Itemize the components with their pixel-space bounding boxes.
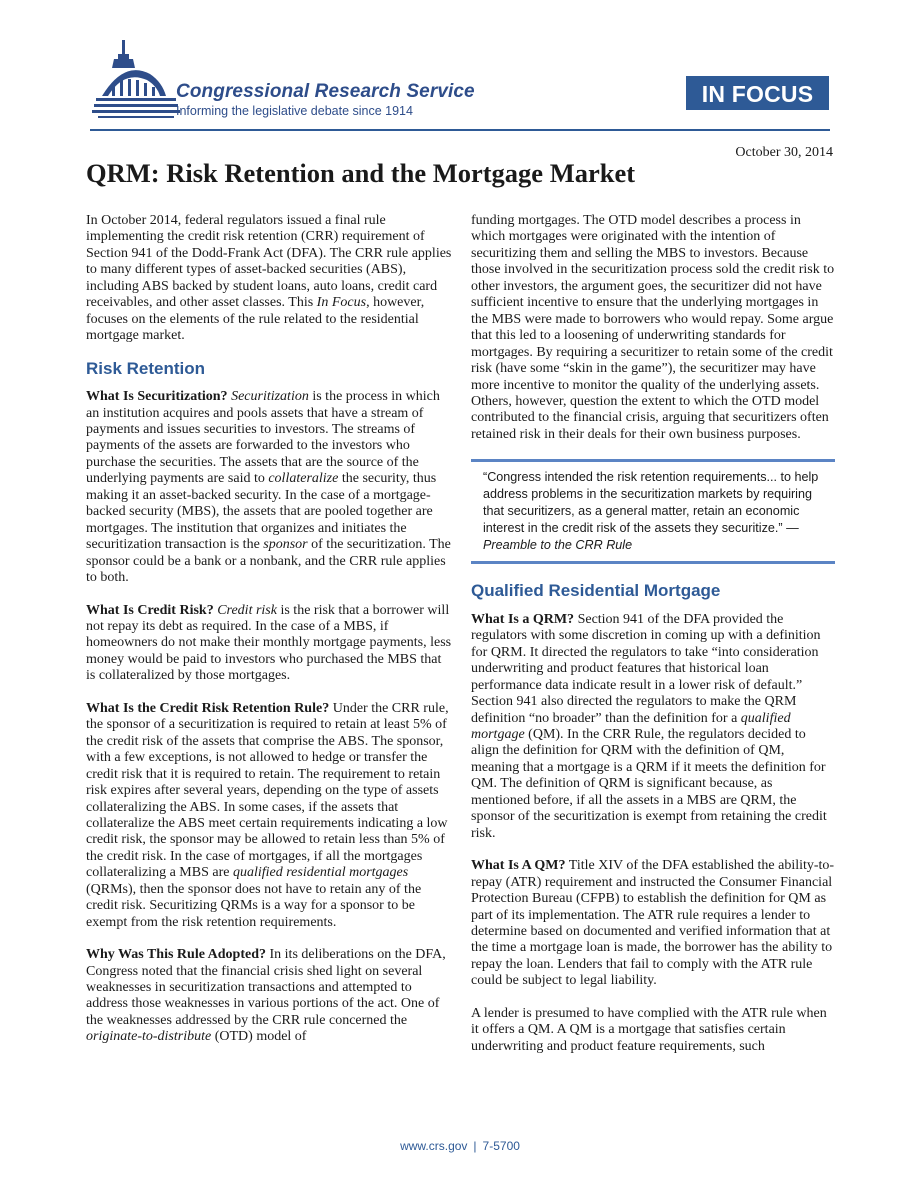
page-title: QRM: Risk Retention and the Mortgage Market [86,158,636,188]
credit-risk-paragraph: What Is Credit Risk? Credit risk is the risk that a borrower will not repay its debt as required. In the case of a MBS, if homeowners do not make their monthly mortgage payments, less money would be paid to investors who purchased the MBS that is collateralized by those mortgages. [86,602,452,684]
publication-date: October 30, 2014 [735,145,833,160]
what-qm-paragraph: What Is A QM? Title XIV of the DFA established the ability-to-repay (ATR) requirement and instructed the Consumer Financial Protection Bureau (CFPB) to establish the definition for QM as part of its implementation. The ATR rule requires a lender to determine based on documented and verified information that at the time a mortgage loan is made, the borrower has the ability to repay the loan. Lenders that fail to comply with the ATR rule could be subject to legal liability. [471,858,835,989]
footer-separator: | [473,1139,477,1153]
intro-paragraph: In October 2014, federal regulators issued a final rule implementing the credit risk retention (CRR) requirement of Section 941 of the Dodd-Frank Act (DFA). The CRR rule applies to many different types of asset-backed securities (ABS), including ABS backed by student loans, auto loans, credit card receivables, and other asset classes. This In Focus, however, focuses on the elements of the rule related to the residential mortgage market. [86,213,452,344]
capitol-dome-icon [92,38,184,126]
org-tagline: Informing the legislative debate since 1914 [176,104,413,118]
in-focus-badge: IN FOCUS [686,76,829,110]
footer-code: 7-5700 [482,1139,520,1153]
crr-rule-paragraph: What Is the Credit Risk Retention Rule? Under the CRR rule, the sponsor of a securitization is required to retain at least 5% of the credit risk of the assets that comprise the ABS. The sponsor, with a few exceptions, is not allowed to hedge or transfer the credit risk that it is required to retain. The requirement to retain risk expires after several years, depending on the type of assets collateralizing the ABS. In some cases, if the assets that collateralize the ABS meet certain requirements indicating a low credit risk, the sponsor may be allowed to retain less than 5% of the credit risk. In the case of mortgages, if all the mortgages collateralizing a MBS are qualified residential mortgages (QRMs), then the sponsor does not have to retain any of the credit risk. Securitizing QRMs is a way for a sponsor to be exempt from the risk retention requirements. [86,700,449,930]
footer-url: www.crs.gov [400,1139,468,1153]
securitization-paragraph: What Is Securitization? Securitization is the process in which an institution acquires and pools assets that have a stream of payments and issues securities to investors. The streams of payments of the assets are forwarded to the investors who purchase the securities. The assets that are the source of the underlying payments are said to collateralize the security, thus making it an asset-backed security. In the case of a mortgage-backed security (MBS), the assets that are pooled together are mortgages. The institution that organizes and initiates the securitization transaction is the sponsor of the securitization. The sponsor could be a bank or a nonbank, and the CRR rule applies to both. [86,389,451,586]
pull-quote: “Congress intended the risk retention requirements... to help address problems in the securitization markets by requiring that securitizers, as a general matter, retain an economic interest in the credit risk of the assets they securitize.” — Preamble to the CRR Rule [471,459,835,564]
section-heading-qrm: Qualified Residential Mortgage [471,581,721,601]
right-column [471,213,835,1071]
org-name: Congressional Research Service [176,81,475,102]
page-footer [0,1139,920,1153]
what-qrm-paragraph: What Is a QRM? Section 941 of the DFA provided the regulators with some discretion in coming up with a definition for QRM. It directed the regulators to take “into consideration underwriting and product features that historical loan performance data indicate result in a lower risk of default.” Section 941 also directed the regulators to make the QRM definition “no broader” than the definition for a qualified mortgage (QM). In the CRR Rule, the regulators decided to align the definition for QRM with the definition of QM, meaning that a mortgage is a QRM if it meets the definition for QM. The definition of QRM is significant because, as mentioned before, if all the assets in a MBS are QRM, the sponsor of the securitization is exempt from retaining the credit risk. [471,611,827,841]
left-column [86,213,453,1062]
presumed-paragraph: A lender is presumed to have complied with the ATR rule when it offers a QM. A QM is a mortgage that satisfies certain underwriting and product feature requirements, such [471,1005,827,1054]
header-divider [90,129,830,131]
why-adopted-continued: funding mortgages. The OTD model describes a process in which mortgages were originated with the intention of securitizing them and selling the MBS to investors. Because those involved in the securitization process sold the credit risk to other investors, the argument goes, the securitizer did not have sufficient incentive to ensure that the underlying mortgages in the MBS were made to borrowers who would repay. Some argue that this led to a loosening of underwriting standards for mortgages. By requiring a securitizer to retain some of the credit risk (have some “skin in the game”), the securitizer may have more incentive to monitor the quality of the underlying assets. Others, however, question the extent to which the OTD model contributed to the financial crisis, arguing that securitizers often retained risk in their deals for their own business purposes. [471,213,835,442]
page-header [0,0,920,150]
section-heading-risk-retention: Risk Retention [86,358,206,378]
why-adopted-paragraph: Why Was This Rule Adopted? In its deliberations on the DFA, Congress noted that the financial crisis shed light on several weaknesses in securitization transactions and attempted to address those weaknesses in various portions of the act. One of the weaknesses addressed by the CRR rule concerned the originate-to-distribute (OTD) model of [86,947,446,1045]
